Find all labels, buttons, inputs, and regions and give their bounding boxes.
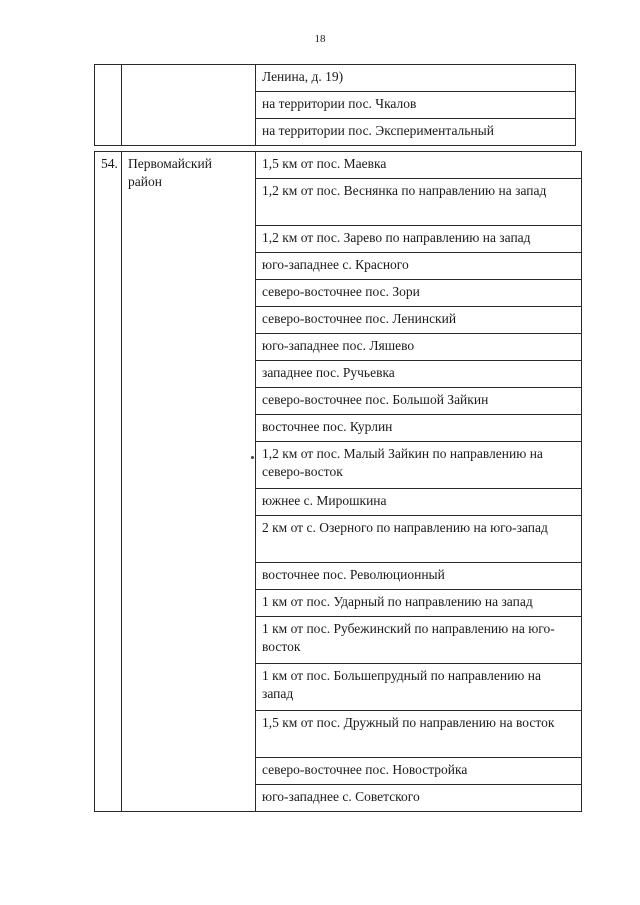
location-cell: 1,2 км от пос. Зарево по направлению на запад <box>256 226 582 253</box>
district-cell-empty <box>122 65 256 146</box>
location-cell: юго-западнее с. Красного <box>256 253 582 280</box>
table-row <box>95 152 582 179</box>
page-number: 18 <box>314 33 326 45</box>
location-cell: северо-восточнее пос. Зори <box>256 280 582 307</box>
location-cell: 1,5 км от пос. Дружный по направлению на восток <box>256 711 582 758</box>
location-cell: северо-восточнее пос. Новостройка <box>256 758 582 785</box>
location-cell: восточнее пос. Революционный <box>256 563 582 590</box>
location-cell: на территории пос. Экспериментальный <box>256 119 576 146</box>
number-cell-empty <box>95 65 122 146</box>
location-cell: 1,2 км от пос. Малый Зайкин по направлению на северо-восток <box>256 442 582 489</box>
location-cell: южнее с. Мирошкина <box>256 489 582 516</box>
location-cell: 1 км от пос. Ударный по направлению на запад <box>256 590 582 617</box>
location-cell: западнее пос. Ручьевка <box>256 361 582 388</box>
location-cell: на территории пос. Чкалов <box>256 92 576 119</box>
location-cell: северо-восточнее пос. Ленинский <box>256 307 582 334</box>
location-cell: 1,2 км от пос. Веснянка по направлению на запад <box>256 179 582 226</box>
location-cell: юго-западнее с. Советского <box>256 785 582 812</box>
location-cell: 2 км от с. Озерного по направлению на юго-запад <box>256 516 582 563</box>
entry-number: 54. <box>95 152 122 812</box>
location-cell: 1 км от пос. Рубежинский по направлению на юго-восток <box>256 617 582 664</box>
table-row <box>95 65 576 92</box>
location-cell: юго-западнее пос. Ляшево <box>256 334 582 361</box>
location-cell: Ленина, д. 19) <box>256 65 576 92</box>
location-cell: 1,5 км от пос. Маевка <box>256 152 582 179</box>
table-continuation <box>94 64 576 146</box>
location-cell: северо-восточнее пос. Большой Зайкин <box>256 388 582 415</box>
location-cell: 1 км от пос. Большепрудный по направлению на запад <box>256 664 582 711</box>
table-entry-54 <box>94 151 582 812</box>
location-cell: восточнее пос. Курлин <box>256 415 582 442</box>
scan-speck <box>251 456 254 459</box>
district-name: Первомайский район <box>122 152 256 812</box>
